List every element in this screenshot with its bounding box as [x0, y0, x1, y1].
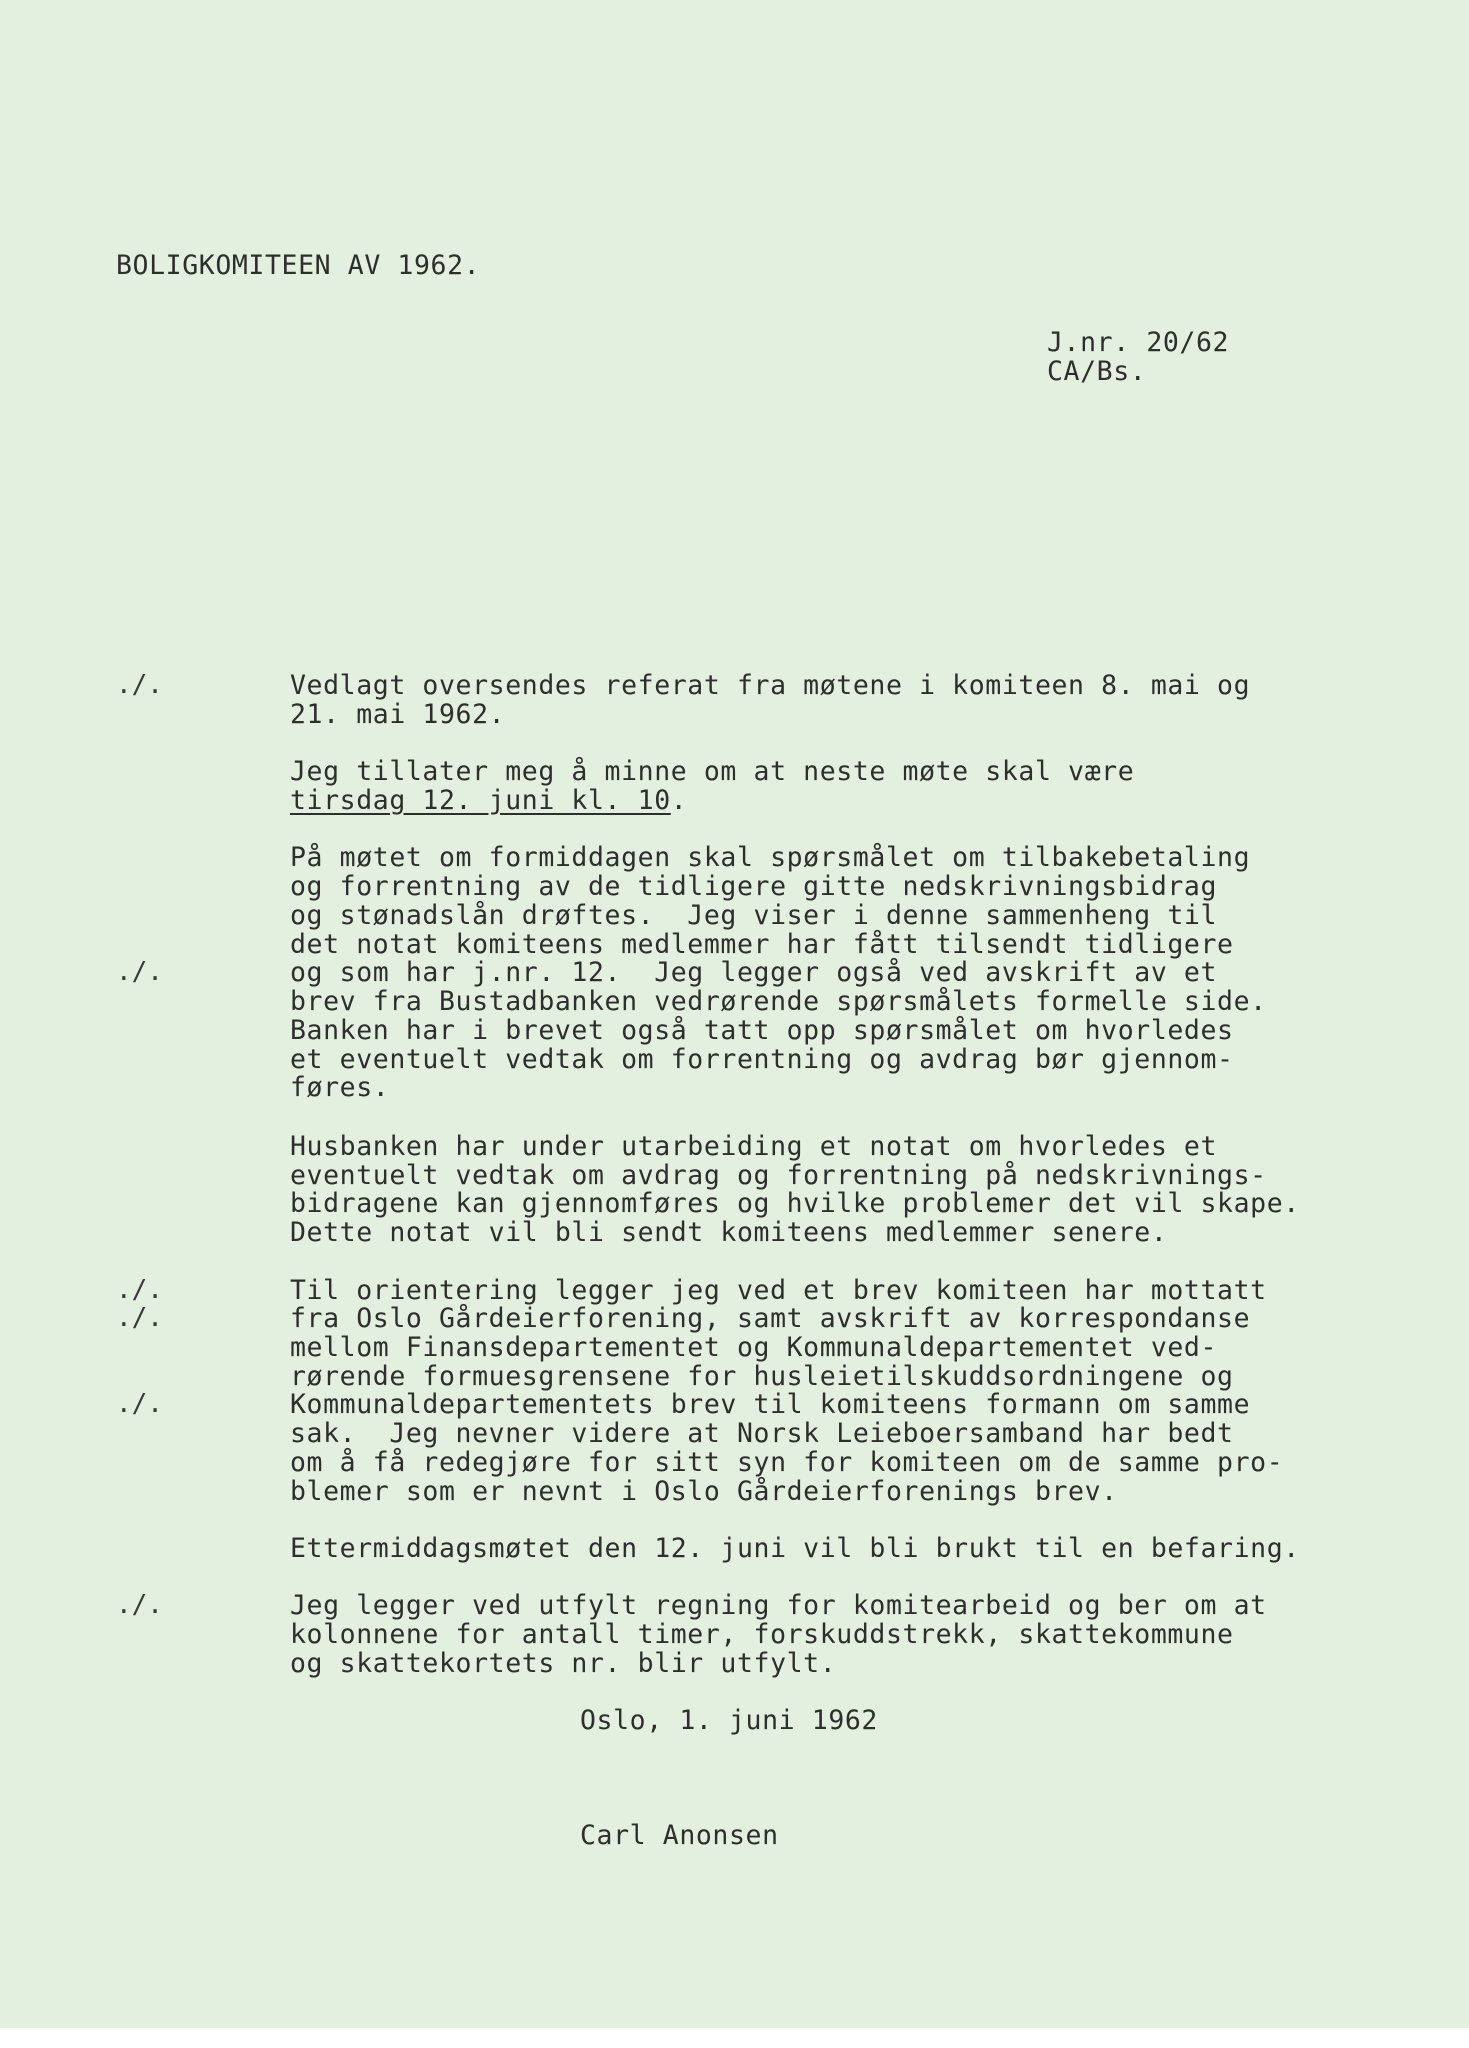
paragraph-line: Til orientering legger jeg ved et brev komiteen har mottatt: [290, 1275, 1267, 1306]
paragraph-line: sak. Jeg nevner videre at Norsk Leieboersamband har bedt: [290, 1418, 1234, 1449]
next-meeting-line: [290, 786, 687, 815]
signature-name: Carl Anonsen: [580, 1820, 779, 1851]
reference-initials: CA/Bs.: [1047, 356, 1147, 387]
enclosure-marker: ./.: [116, 1275, 163, 1305]
paragraph-line: rørende formuesgrensene for husleietilskuddsordningene og: [290, 1361, 1234, 1392]
committee-title: BOLIGKOMITEEN AV 1962.: [116, 250, 481, 281]
place-date: Oslo, 1. juni 1962: [580, 1705, 878, 1736]
paragraph-line: eventuelt vedtak om avdrag og forrentning på nedskrivnings-: [290, 1160, 1267, 1191]
paragraph-line: Jeg legger ved utfylt regning for komitearbeid og ber om at: [290, 1590, 1267, 1621]
enclosure-marker: ./.: [116, 670, 163, 700]
enclosure-marker: ./.: [116, 1389, 163, 1419]
paragraph-line: Dette notat vil bli sendt komiteens medlemmer senere.: [290, 1217, 1168, 1248]
paragraph-line: og som har j.nr. 12. Jeg legger også ved avskrift av et: [290, 957, 1218, 988]
paragraph-line: På møtet om formiddagen skal spørsmålet om tilbakebetaling: [290, 842, 1251, 873]
paragraph-line: og stønadslån drøftes. Jeg viser i denne sammenheng til: [290, 900, 1218, 931]
paragraph-line: Jeg tillater meg å minne om at neste møte skal være: [290, 756, 1135, 787]
paragraph-line: et eventuelt vedtak om forrentning og avdrag bør gjennom-: [290, 1044, 1234, 1075]
paragraph-line: bidragene kan gjennomføres og hvilke problemer det vil skape.: [290, 1188, 1300, 1219]
paragraph-line: blemer som er nevnt i Oslo Gårdeierforenings brev.: [290, 1476, 1118, 1507]
enclosure-marker: ./.: [116, 1303, 163, 1333]
paragraph-line: brev fra Bustadbanken vedrørende spørsmålets formelle side.: [290, 986, 1267, 1017]
paragraph-line: mellom Finansdepartementet og Kommunaldepartementet ved-: [290, 1332, 1218, 1363]
next-meeting-date-suffix: .: [670, 785, 688, 816]
enclosure-marker: ./.: [116, 1590, 163, 1620]
paragraph-line: fra Oslo Gårdeierforening, samt avskrift av korrespondanse: [290, 1303, 1251, 1334]
journal-number: J.nr. 20/62: [1047, 327, 1230, 358]
scan-border: [0, 2028, 1469, 2048]
paragraph-line: det notat komiteens medlemmer har fått tilsendt tidligere: [290, 929, 1234, 960]
paragraph-line: om å få redegjøre for sitt syn for komiteen om de samme pro-: [290, 1447, 1284, 1478]
paragraph-line: og skattekortets nr. blir utfylt.: [290, 1648, 837, 1679]
paragraph-line: og forrentning av de tidligere gitte nedskrivningsbidrag: [290, 871, 1218, 902]
paragraph-line: Vedlagt oversendes referat fra møtene i komiteen 8. mai og: [290, 670, 1251, 701]
paragraph-line: Husbanken har under utarbeiding et notat om hvorledes et: [290, 1131, 1218, 1162]
paragraph-line: Kommunaldepartementets brev til komiteens formann om samme: [290, 1389, 1251, 1420]
paragraph-line: føres.: [290, 1072, 390, 1103]
paragraph-line: Banken har i brevet også tatt opp spørsmålet om hvorledes: [290, 1015, 1234, 1046]
paragraph-line: Ettermiddagsmøtet den 12. juni vil bli brukt til en befaring.: [290, 1533, 1300, 1564]
enclosure-marker: ./.: [116, 957, 163, 987]
next-meeting-date: tirsdag 12. juni kl. 10: [290, 785, 671, 816]
paragraph-line: 21. mai 1962.: [290, 699, 506, 730]
paragraph-line: kolonnene for antall timer, forskuddstrekk, skattekommune: [290, 1619, 1234, 1650]
